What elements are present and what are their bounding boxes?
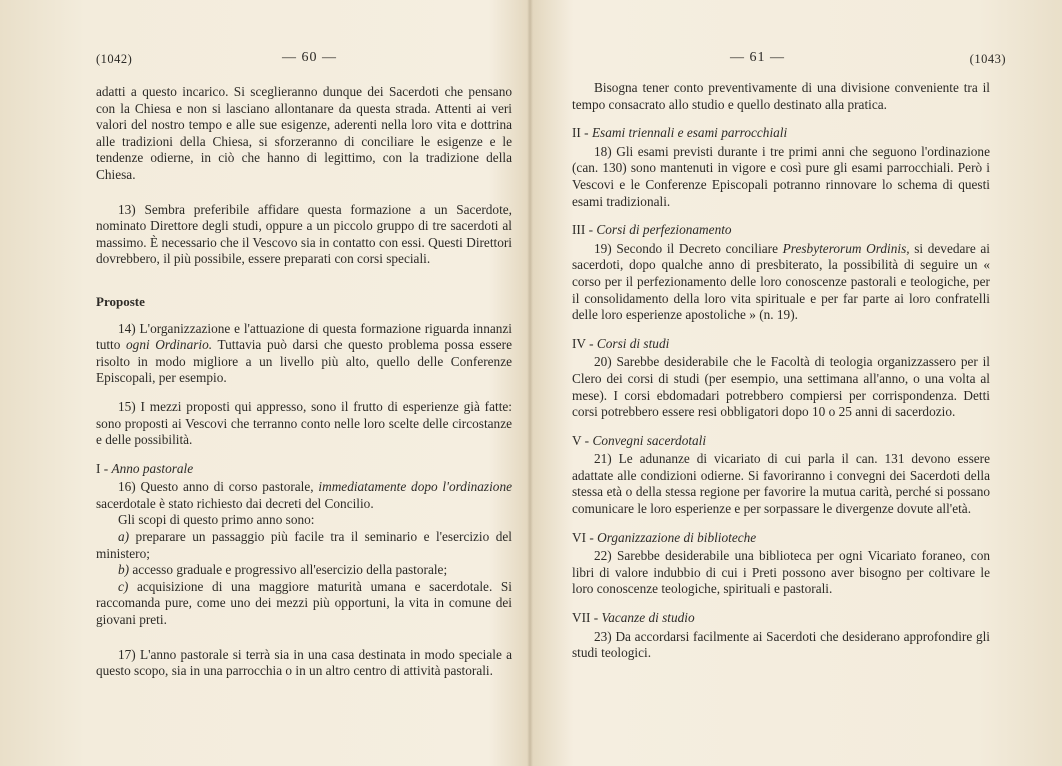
- paragraph: 21) Le adunanze di vicariato di cui parla il can. 131 devono essere adattate alle condizioni odierne. Si favoriranno i convegni dei Sacerdoti della stessa età o della stessa regione per favorire la mutua carità, perché si possano comunicare le loro esperienze e per sorpassare le divergenze dovute all'età.: [572, 451, 990, 517]
- paragraph: 15) I mezzi proposti qui appresso, sono il frutto di esperienze già fatte: sono proposti ai Vescovi che terranno conto nelle loro scelte delle circostanze e delle possibilità.: [96, 398, 512, 448]
- right-page: [572, 0, 1006, 766]
- paragraph: 19) Secondo il Decreto conciliare Presbyterorum Ordinis, si devedare ai sacerdoti, dopo qualche anno di presbiterato, la possibilità di seguire un « corso per il perfezionamento delle loro conoscenze pastorali e teologiche, per il consolidamento della loro vita spirituale e per far parte ai loro confratelli delle loro esperienze apostoliche » (n. 19).: [572, 240, 990, 323]
- section-title: VI - Organizzazione di biblioteche: [572, 529, 757, 545]
- paragraph: 13) Sembra preferibile affidare questa formazione a un Sacerdote, nominato Direttore degli studi, oppure a un piccolo gruppo di tre sacerdoti al massimo. È necessario che il Vescovo sia in contatto con essi. Questi Direttori dovrebbero, il più possibile, essere preparati con corsi speciali.: [96, 201, 512, 267]
- paragraph: 18) Gli esami previsti durante i tre primi anni che seguono l'ordinazione (can. 130) sono mantenuti in vigore e così pure gli esami parrocchiali. Però i Vescovi e le Conferenze Episcopali potranno rinnovare lo schema di questi esami tradizionali.: [572, 143, 990, 209]
- folio: — 61 —: [730, 50, 785, 65]
- section-title: III - Corsi di perfezionamento: [572, 222, 732, 238]
- list-item: a) preparare un passaggio più facile tra il seminario e l'esercizio del ministero;: [96, 529, 512, 561]
- section-title: II - Esami triennali e esami parrocchiali: [572, 125, 788, 141]
- book-gutter: [527, 0, 533, 766]
- paragraph: Bisogna tener conto preventivamente di una divisione conveniente tra il tempo consacrato allo studio e quello destinato alla pratica.: [572, 80, 990, 112]
- paragraph: 22) Sarebbe desiderabile una biblioteca per ogni Vicariato foraneo, con libri di valore indubbio di cui i Preti possono aver bisogno per coltivare le loro conoscenze teologiche, spirituali e pastorali.: [572, 548, 990, 597]
- page-body: [96, 84, 512, 680]
- running-header: [572, 50, 1006, 72]
- list-item: c) acquisizione di una maggiore maturità umana e sacerdotale. Si raccomanda pure, come uno dei mezzi più opportuni, la vita in comune dei giovani preti.: [96, 578, 512, 628]
- paragraph: 20) Sarebbe desiderabile che le Facoltà di teologia organizzassero per il Clero dei corsi di studi (per esempio, una settimana all'anno, o una volta al mese). I corsi ebdomadari potrebbero compiersi per corrispondenza. Detti corsi potrebbero essere resi obbligatori dopo 10 o 25 anni di sacerdozio.: [572, 354, 990, 420]
- section-title: IV - Corsi di studi: [572, 335, 670, 351]
- running-header: [96, 52, 512, 72]
- page-number: (1042): [96, 52, 133, 66]
- section-heading: Proposte: [96, 293, 145, 309]
- section-title: VII - Vacanze di studio: [572, 610, 695, 626]
- paragraph: adatti a questo incarico. Si sceglieranno dunque dei Sacerdoti che pensano con la Chiesa e non si lasciano allontanare da questa strada. Attenti ai veri valori del nostro tempo e alle sue esigenze, aderenti nella loro vita e dottrina alle tradizioni della Chiesa, si sforzeranno di conciliare le esigenze e le tendenze odierne, in ciò che hanno di legittimo, con la tradizione della Chiesa.: [96, 84, 512, 182]
- section-title: V - Convegni sacerdotali: [572, 432, 707, 448]
- page-body: [572, 80, 990, 662]
- paragraph: 17) L'anno pastorale si terrà sia in una casa destinata in modo speciale a questo scopo, sia in una parrocchia o in un altro centro di attività pastorali.: [96, 646, 512, 679]
- paragraph: Gli scopi di questo primo anno sono:: [118, 512, 315, 528]
- section-title: I - Anno pastorale: [96, 460, 194, 476]
- page-number: (1043): [969, 52, 1006, 66]
- paragraph: 23) Da accordarsi facilmente ai Sacerdoti che desiderano approfondire gli studi teologici.: [572, 628, 990, 661]
- paragraph: 16) Questo anno di corso pastorale, immediatamente dopo l'ordinazione sacerdotale è stato richiesto dai decreti del Concilio.: [96, 479, 513, 511]
- paragraph: 14) L'organizzazione e l'attuazione di questa formazione riguarda innanzi tutto ogni Ordinario. Tuttavia può darsi che questo problema possa essere risolto in modo migliore a un livello più alto, quello delle Conferenze Episcopali, per esempio.: [96, 320, 512, 386]
- left-page: [96, 0, 512, 766]
- list-item: b) accesso graduale e progressivo all'esercizio della pastorale;: [118, 562, 448, 578]
- folio: — 60 —: [282, 50, 337, 65]
